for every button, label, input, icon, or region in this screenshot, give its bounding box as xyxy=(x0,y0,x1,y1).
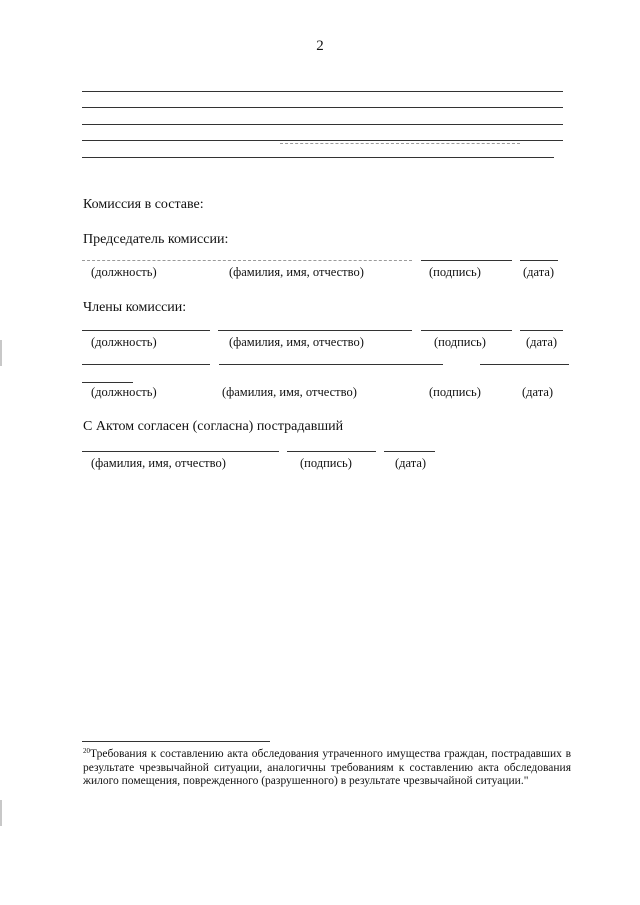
chairman-position-name-line xyxy=(82,260,412,261)
chairman-date-line xyxy=(520,260,558,261)
caption-signature: (подпись) xyxy=(434,335,486,349)
blank-line xyxy=(82,91,563,92)
caption-position: (должность) xyxy=(91,385,157,399)
footnote-separator xyxy=(82,741,270,742)
member1-position-line xyxy=(82,330,210,331)
caption-full-name: (фамилия, имя, отчество) xyxy=(229,265,364,279)
victim-name-line xyxy=(82,451,279,452)
caption-signature: (подпись) xyxy=(429,385,481,399)
member1-signature-line xyxy=(421,330,512,331)
blank-line xyxy=(82,140,563,141)
commission-heading: Комиссия в составе: xyxy=(83,197,204,212)
caption-date: (дата) xyxy=(526,335,558,349)
caption-position: (должность) xyxy=(91,335,157,349)
scan-margin-mark xyxy=(0,340,2,366)
member1-date-line xyxy=(520,330,563,331)
page-number: 2 xyxy=(316,38,324,54)
member1-name-line xyxy=(218,330,412,331)
caption-full-name: (фамилия, имя, отчество) xyxy=(222,385,357,399)
caption-date: (дата) xyxy=(522,385,554,399)
caption-date: (дата) xyxy=(523,265,555,279)
blank-line xyxy=(82,124,563,125)
members-label: Члены комиссии: xyxy=(83,300,187,315)
blank-line xyxy=(82,107,563,108)
caption-full-name: (фамилия, имя, отчество) xyxy=(91,456,226,470)
chairman-signature-line xyxy=(421,260,512,261)
member2-date-line xyxy=(82,382,133,383)
caption-signature: (подпись) xyxy=(429,265,481,279)
member2-name-line xyxy=(219,364,443,365)
caption-position: (должность) xyxy=(91,265,157,279)
victim-date-line xyxy=(384,451,435,452)
footnote-text: Требования к составлению акта обследования утраченного имущества граждан, пострадавших в результате чрезвычайной ситуации, аналогичны требованиям к составлению акта обследования жилого помещения, поврежденного (разрушенного) в результате чрезвычайной ситуации." xyxy=(83,748,571,787)
victim-signature-line xyxy=(287,451,376,452)
caption-full-name: (фамилия, имя, отчество) xyxy=(229,335,364,349)
member2-position-line xyxy=(82,364,210,365)
agreement-label: С Актом согласен (согласна) пострадавший xyxy=(83,419,344,434)
caption-date: (дата) xyxy=(395,456,427,470)
scan-margin-mark xyxy=(0,800,2,826)
blank-line xyxy=(82,157,554,158)
footnote xyxy=(83,745,571,789)
chairman-label: Председатель комиссии: xyxy=(83,232,229,247)
footnote-number: 20 xyxy=(83,747,90,755)
caption-signature: (подпись) xyxy=(300,456,352,470)
member2-signature-line xyxy=(480,364,569,365)
blank-line-faint xyxy=(280,143,520,144)
